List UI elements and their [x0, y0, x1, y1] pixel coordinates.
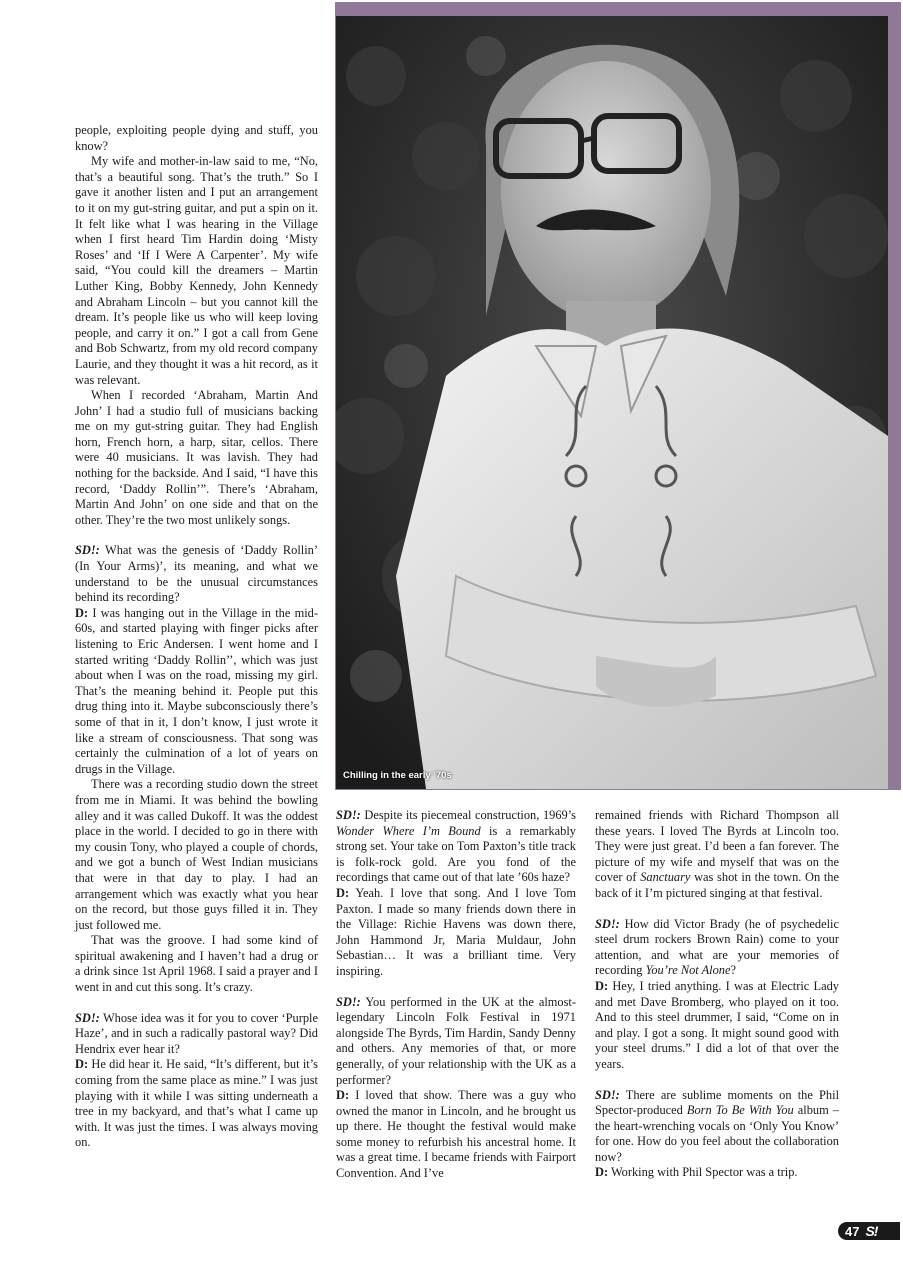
interviewee-label: D: [595, 1165, 609, 1180]
album-title: Born To Be With You [686, 1103, 794, 1118]
question-text: How did Victor Brady (he of psychedelic steel drum rockers Brown Rain) come to your attention, and what are your memories of recording [595, 916, 839, 978]
magazine-logo: S! [865, 1223, 878, 1239]
paragraph: There was a recording studio down the street from me in Miami. It was behind the bowling alley and it was called Dukoff. It was the oddest place in the world. I decided to go in there with my cousin Tony, who played a couple of chords, and we got a bunch of West Indian musicians that were in that day to play. I had an arrangement which was exactly what you hear on the record, but those guys filled it in. They just followed me. [75, 777, 318, 932]
portrait-photo [336, 16, 888, 789]
paragraph-text: was shot in the town. On the back of it I’m pictured singing at that festival. [595, 870, 839, 900]
interviewer-label: SD!: [75, 543, 100, 558]
interviewee-label: D: [75, 605, 89, 620]
question-text: Whose idea was it for you to cover ‘Purple Haze’, and in such a radically pastoral way? Did Hendrix ever hear it? [75, 1010, 318, 1056]
article-column-2 [336, 808, 576, 1182]
question [336, 995, 576, 1089]
interviewee-label: D: [595, 978, 609, 993]
paragraph: people, exploiting people dying and stuff, you know? [75, 123, 318, 153]
photo-caption: Chilling in the early ’70s [343, 770, 452, 781]
answer-text: Working with Phil Spector was a trip. [610, 1165, 798, 1180]
paragraph: My wife and mother-in-law said to me, “No, that’s a beautiful song. That’s the truth.” So I gave it another listen and I put an arrangement to it on my gut-string guitar, and put a spin on it. It felt like what I was hearing in the Village when I first heard Tim Hardin doing ‘Misty Roses’ and ‘If I Were A Carpenter’. My wife said, “You could kill the dreamers – Martin Luther King, Bobby Kennedy, John Kennedy and Abraham Lincoln – but you cannot kill the dream. It’s people like us who will keep loving people, and carry it on.” I got a call from Gene and Bob Schwartz, from my old record company Laurie, and they thought it was a hit record, as it was relevant. [75, 154, 318, 387]
article-column-3 [595, 808, 839, 1181]
album-title: Sanctuary [640, 870, 691, 885]
paragraph: That was the groove. I had some kind of spiritual awakening and I haven’t had a drug or a drink since 1st April 1968. I said a prayer and I went in and cut this song. It’s crazy. [75, 933, 318, 995]
album-title: You’re Not Alone [645, 963, 731, 978]
interviewer-label: SD!: [595, 1087, 620, 1102]
answer-text: Yeah. I love that song. And I love Tom Paxton. I made so many friends down there in the Village: Richie Havens was down there, John Hammond Jr, Maria Muldaur, John Sebastian… It was a brilliant time. Very inspiring. [336, 885, 576, 978]
interviewee-label: D: [336, 885, 350, 900]
question [595, 1088, 839, 1166]
question-text: album – the heart-wrenching vocals on ‘Only You Know’ for one. How do you feel about the collaboration now? [595, 1103, 839, 1164]
page-number: 47 [845, 1223, 860, 1239]
answer [75, 606, 318, 778]
answer-text: I loved that show. There was a guy who owned the manor in Lincoln, and he brought us up there. He thought the festival would make some money to refurbish his ancestral home. It was a great time. I became friends with Fairport Convention. And I’ve [336, 1088, 577, 1181]
answer [336, 886, 576, 980]
question-text: ? [730, 963, 736, 978]
answer-text: He did hear it. He said, “It’s different, but it’s coming from the same place as mine.” I was just playing with it while I was sitting underneath a tree in my backyard, and that’s what I came up with. It was just the times. I was always moving on. [75, 1057, 318, 1150]
question [75, 1011, 318, 1058]
answer [75, 1057, 318, 1151]
question [595, 917, 839, 979]
question-text: You performed in the UK at the almost-legendary Lincoln Folk Festival in 1971 alongside The Byrds, Tim Hardin, Sandy Denny and others. Any memories of that, or more generally, of your relationship with the UK as a performer? [336, 994, 576, 1087]
interviewer-label: SD!: [336, 994, 361, 1009]
answer-text: Hey, I tried anything. I was at Electric Lady and met Dave Bromberg, who played on it too. And to this steel drummer, I said, “Come on in and play. I got a song. It might sound good with your steel drums.” I did a lot of that over the years. [595, 978, 839, 1071]
paragraph: When I recorded ‘Abraham, Martin And John’ I had a studio full of musicians backing me on my gut-string guitar. They had English horn, French horn, a harp, sitar, cellos. There were 40 musicians. It was lavish. They had nothing for the backside. And I said, “I have this record, ‘Daddy Rollin’”. There’s ‘Abraham, Martin And John’ on one side and that on the other. They’re the two most unlikely songs. [75, 388, 318, 527]
answer [595, 979, 839, 1073]
answer [336, 1088, 576, 1182]
paragraph-text: remained friends with Richard Thompson all these years. I loved The Byrds at Lincoln too. They were just great. I’d been a fan forever. The picture of my wife and myself that was on the cover of [595, 808, 839, 885]
portrait-illustration [336, 16, 888, 789]
question-text: Despite its piecemeal construction, 1969’s [364, 808, 576, 822]
paragraph [595, 808, 839, 902]
article-column-1 [75, 123, 318, 1151]
question-text: What was the genesis of ‘Daddy Rollin’ (In Your Arms)’, its meaning, and what we understand to be the unusual circumstances behind its recording? [75, 543, 318, 605]
album-title: Wonder Where I’m Bound [336, 823, 481, 838]
interviewee-label: D: [75, 1057, 89, 1072]
answer [595, 1165, 839, 1181]
question-text: There are sublime moments on the Phil Spector-produced [595, 1087, 840, 1118]
interviewer-label: SD!: [336, 808, 361, 822]
page-folio [838, 1222, 900, 1240]
interviewer-label: SD!: [595, 916, 620, 931]
question-text: is a remarkably strong set. Your take on Tom Paxton’s title track is folk-rock gold. Are you fond of the recordings that came out of that late ’60s haze? [336, 823, 576, 885]
answer-text: I was hanging out in the Village in the mid-60s, and started playing with finger picks after listening to Eric Andersen. I went home and I started writing ‘Daddy Rollin’’, which was just about when I was on the road, missing my girl. That’s the meaning behind it. People put this drug thing into it. Maybe subconsciously there’s some of that in it, I don’t know, I just wrote it like a stream of consciousness. That song was certainly the culmination of a lot of years on drugs in the Village. [75, 605, 318, 776]
interviewer-label: SD!: [75, 1010, 100, 1025]
interviewee-label: D: [336, 1088, 350, 1103]
question [75, 543, 318, 605]
question [336, 808, 576, 886]
